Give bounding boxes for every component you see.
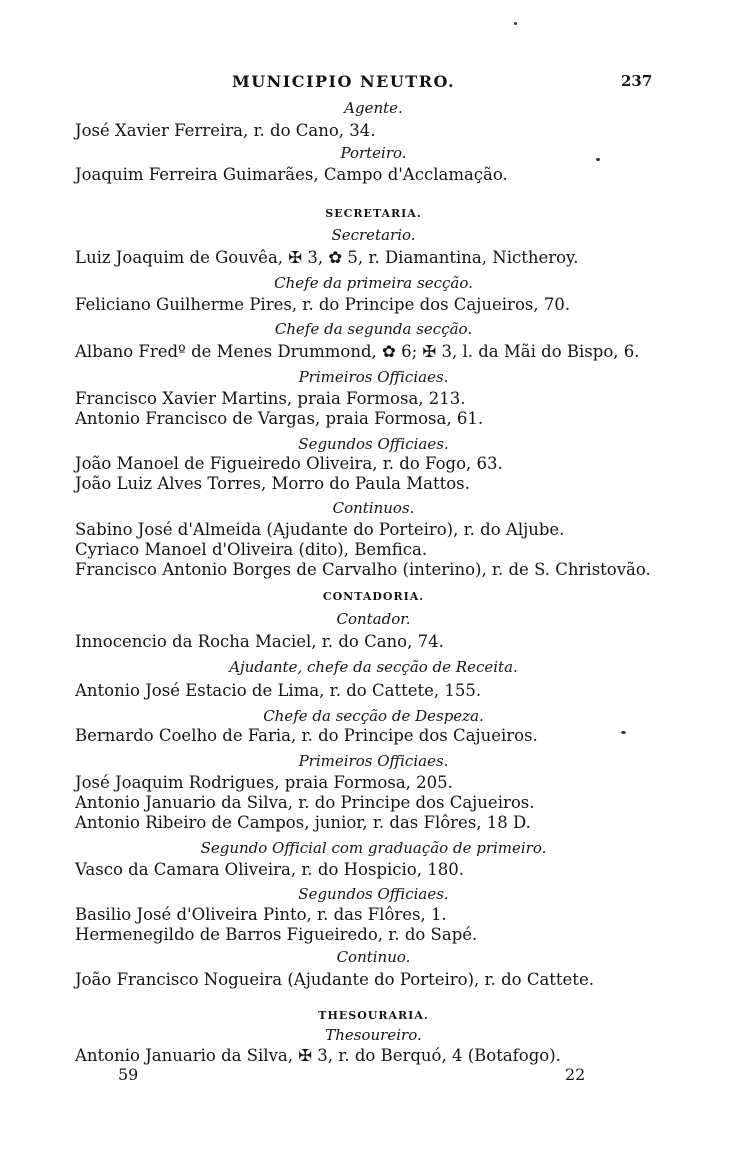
section-subtitle: Chefe da secção de Despeza. <box>263 707 484 725</box>
section-subtitle: Agente. <box>344 99 403 117</box>
section-subtitle: Thesoureiro. <box>325 1026 422 1044</box>
staff-entry: José Joaquim Rodrigues, praia Formosa, 205. <box>75 773 453 792</box>
staff-entry: Luiz Joaquim de Gouvêa, ✠ 3, ✿ 5, r. Diamantina, Nictheroy. <box>75 248 579 267</box>
ink-speck <box>596 158 600 161</box>
staff-entry: Joaquim Ferreira Guimarães, Campo d'Acclamação. <box>75 165 508 184</box>
staff-entry: João Francisco Nogueira (Ajudante do Porteiro), r. do Cattete. <box>75 970 594 989</box>
section-heading: THESOURARIA. <box>318 1009 429 1022</box>
section-subtitle: Primeiros Officiaes. <box>298 368 449 386</box>
section-heading: SECRETARIA. <box>325 207 422 220</box>
section-subtitle: Ajudante, chefe da secção de Receita. <box>229 658 518 676</box>
ink-speck <box>514 22 517 25</box>
page-number: 237 <box>621 72 653 90</box>
staff-entry: Albano Fredº de Menes Drummond, ✿ 6; ✠ 3, l. da Mãi do Bispo, 6. <box>75 342 640 361</box>
staff-entry: Cyriaco Manoel d'Oliveira (dito), Bemfica. <box>75 540 428 559</box>
staff-entry: Francisco Xavier Martins, praia Formosa, 213. <box>75 389 466 408</box>
running-title: MUNICIPIO NEUTRO. <box>232 72 456 91</box>
section-subtitle: Continuo. <box>336 948 411 966</box>
staff-entry: Feliciano Guilherme Pires, r. do Principe dos Cajueiros, 70. <box>75 295 571 314</box>
staff-entry: José Xavier Ferreira, r. do Cano, 34. <box>75 121 376 140</box>
section-subtitle: Contador. <box>336 610 411 628</box>
section-subtitle: Chefe da segunda secção. <box>274 320 473 338</box>
staff-entry: Antonio José Estacio de Lima, r. do Cattete, 155. <box>75 681 482 700</box>
section-subtitle: Segundos Officiaes. <box>298 435 449 453</box>
staff-entry: Hermenegildo de Barros Figueiredo, r. do Sapé. <box>75 925 478 944</box>
staff-entry: Antonio Januario da Silva, r. do Principe dos Cajueiros. <box>75 793 535 812</box>
section-subtitle: Segundos Officiaes. <box>298 885 449 903</box>
staff-entry: Antonio Ribeiro de Campos, junior, r. das Flôres, 18 D. <box>75 813 531 832</box>
staff-entry: Vasco da Camara Oliveira, r. do Hospicio, 180. <box>75 860 464 879</box>
ink-speck <box>621 731 626 734</box>
staff-entry: Bernardo Coelho de Faria, r. do Principe dos Cajueiros. <box>75 726 538 745</box>
section-subtitle: Segundo Official com graduação de primeiro. <box>200 839 547 857</box>
staff-entry: Francisco Antonio Borges de Carvalho (interino), r. de S. Christovão. <box>75 560 651 579</box>
section-heading: CONTADORIA. <box>322 590 425 603</box>
page-header <box>0 72 747 96</box>
staff-entry: Basilio José d'Oliveira Pinto, r. das Flôres, 1. <box>75 905 447 924</box>
staff-entry: Innocencio da Rocha Maciel, r. do Cano, 74. <box>75 632 444 651</box>
section-subtitle: Primeiros Officiaes. <box>298 752 449 770</box>
staff-entry: Sabino José d'Almeida (Ajudante do Porteiro), r. do Aljube. <box>75 520 565 539</box>
section-subtitle: Continuos. <box>332 499 415 517</box>
signature-mark-left: 59 <box>118 1065 139 1084</box>
staff-entry: João Manoel de Figueiredo Oliveira, r. do Fogo, 63. <box>75 454 503 473</box>
staff-entry: Antonio Francisco de Vargas, praia Formosa, 61. <box>75 409 484 428</box>
section-subtitle: Chefe da primeira secção. <box>274 274 473 292</box>
section-subtitle: Secretario. <box>331 226 416 244</box>
section-subtitle: Porteiro. <box>340 144 407 162</box>
staff-entry: João Luiz Alves Torres, Morro do Paula Mattos. <box>75 474 470 493</box>
staff-entry: Antonio Januario da Silva, ✠ 3, r. do Berquó, 4 (Botafogo). <box>75 1046 561 1065</box>
signature-mark-right: 22 <box>565 1065 586 1084</box>
